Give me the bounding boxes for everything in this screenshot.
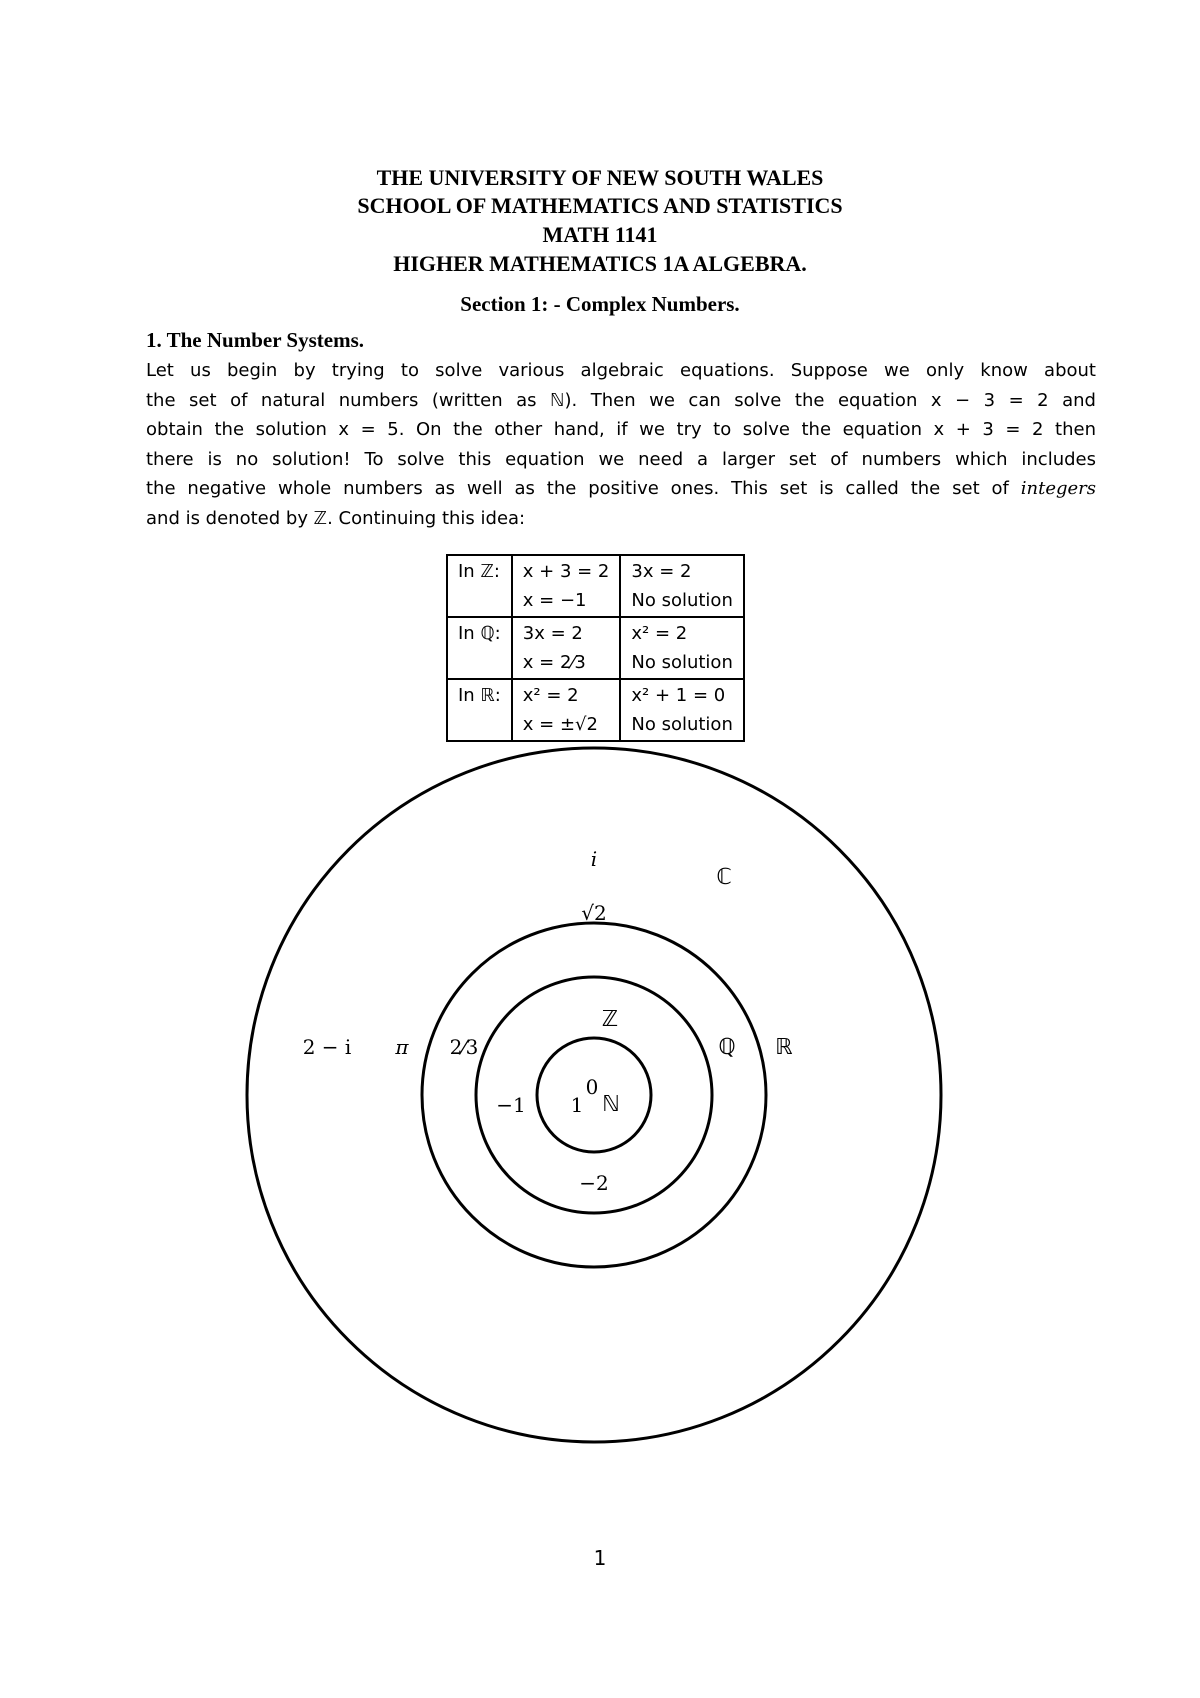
label-natural: ℕ [602, 1092, 620, 1117]
label-integer: ℤ [601, 1007, 619, 1032]
paragraph-line: the set of natural numbers (written as ℕ). Then we can solve the equation x − 3 = 2 and [146, 389, 1096, 411]
page-number: 1 [593, 1546, 607, 1570]
set-label: In ℚ: [458, 623, 501, 644]
equation: x² = 2 [631, 623, 688, 644]
university-name: THE UNIVERSITY OF NEW SOUTH WALES [376, 165, 824, 190]
solution: x = 2⁄3 [522, 652, 586, 673]
element-one: 1 [570, 1093, 584, 1117]
solution: No solution [631, 590, 733, 611]
label-complex: ℂ [716, 865, 732, 890]
course-title: HIGHER MATHEMATICS 1A ALGEBRA. [393, 251, 807, 276]
element-sqrt2: √2 [581, 901, 607, 925]
solution: x = ±√2 [522, 714, 598, 735]
school-name: SCHOOL OF MATHEMATICS AND STATISTICS [357, 193, 843, 218]
solution: x = −1 [522, 590, 587, 611]
equation: x + 3 = 2 [522, 561, 610, 582]
element-i: i [590, 847, 598, 871]
equation: x² + 1 = 0 [631, 685, 726, 706]
element-zero: 0 [585, 1075, 599, 1099]
subsection-title: 1. The Number Systems. [146, 328, 364, 352]
course-code: MATH 1141 [542, 222, 658, 247]
paragraph-line: and is denoted by ℤ. Continuing this idea: [146, 507, 526, 529]
label-real: ℝ [775, 1035, 793, 1060]
element-pi: π [395, 1035, 409, 1059]
label-rational: ℚ [718, 1035, 736, 1060]
section-title: Section 1: - Complex Numbers. [460, 292, 740, 316]
element-two-thirds: 2⁄3 [449, 1035, 479, 1059]
set-label: In ℤ: [458, 561, 500, 582]
set-label: In ℝ: [458, 685, 501, 706]
solution: No solution [631, 652, 733, 673]
element-minus-two: −2 [579, 1171, 609, 1195]
emphasis-integers: integers [1020, 478, 1096, 500]
equation: 3x = 2 [522, 623, 583, 644]
paragraph-line: obtain the solution x = 5. On the other hand, if we try to solve the equation x + 3 = 2 then [146, 419, 1096, 441]
paragraph-text: the negative whole numbers as well as the positive ones. This set is called the set of [146, 478, 1009, 500]
equation: x² = 2 [522, 685, 579, 706]
solution: No solution [631, 714, 733, 735]
paragraph-line: there is no solution! To solve this equation we need a larger set of numbers which includes [146, 448, 1096, 470]
element-two-minus-i: 2 − i [302, 1035, 352, 1059]
paragraph-line: Let us begin by trying to solve various algebraic equations. Suppose we only know about [146, 360, 1096, 381]
element-minus-one: −1 [496, 1093, 526, 1117]
equation: 3x = 2 [631, 561, 692, 582]
